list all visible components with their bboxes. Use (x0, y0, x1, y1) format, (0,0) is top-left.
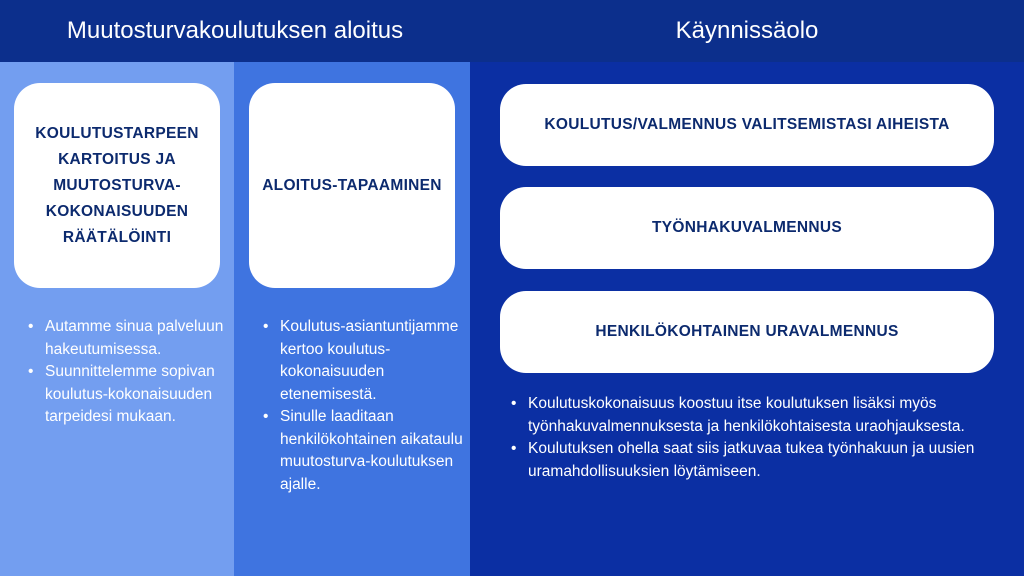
card-kickoff-meeting (249, 83, 455, 288)
card-chosen-topics-training (500, 84, 994, 166)
card-chosen-topics-label: KOULUTUS/VALMENNUS VALITSEMISTASI AIHEISTA (544, 116, 950, 133)
list-item: • Koulutuskokonaisuus koostuu itse koulutuksen lisäksi myös työnhakuvalmennuksesta ja henkilökohtaisesta uraohjauksesta. (508, 393, 1008, 438)
card-needs-mapping-label: KOULUTUSTARPEEN KARTOITUS JA MUUTOSTURVA-KOKONAISUUDEN RÄÄTÄLÖINTI (35, 124, 199, 246)
bullet-list-needs-mapping (25, 316, 225, 429)
header-right (470, 0, 1024, 62)
header-title-start: Muutosturvakoulutuksen aloitus (66, 17, 404, 44)
list-item: • Koulutus-asiantuntijamme kertoo koulutus-kokonaisuuden etenemisestä. (260, 316, 465, 406)
column-ongoing (470, 62, 1024, 576)
list-item: • Suunnittelemme sopivan koulutus-kokonaisuuden tarpeidesi mukaan. (25, 361, 225, 429)
column-kickoff-meeting (234, 62, 470, 576)
card-needs-mapping (14, 83, 220, 288)
card-job-search-coaching (500, 187, 994, 269)
column-needs-mapping (0, 62, 234, 576)
list-item: • Koulutuksen ohella saat siis jatkuvaa tukea työnhakuun ja uusien uramahdollisuuksien löytämiseen. (508, 438, 1008, 483)
header-title-ongoing: Käynnissäolo (675, 17, 819, 44)
header-left (0, 0, 470, 62)
card-job-search-label: TYÖNHAKUVALMENNUS (652, 219, 842, 236)
card-kickoff-meeting-label: ALOITUS-TAPAAMINEN (262, 176, 442, 194)
card-career-coaching-label: HENKILÖKOHTAINEN URAVALMENNUS (595, 323, 899, 340)
bullet-list-kickoff (260, 316, 465, 496)
bullet-list-ongoing (508, 393, 1008, 483)
card-career-coaching (500, 291, 994, 373)
list-item: • Sinulle laaditaan henkilökohtainen aikataulu muutosturva-koulutuksen ajalle. (260, 406, 465, 496)
list-item: • Autamme sinua palveluun hakeutumisessa. (25, 316, 225, 361)
